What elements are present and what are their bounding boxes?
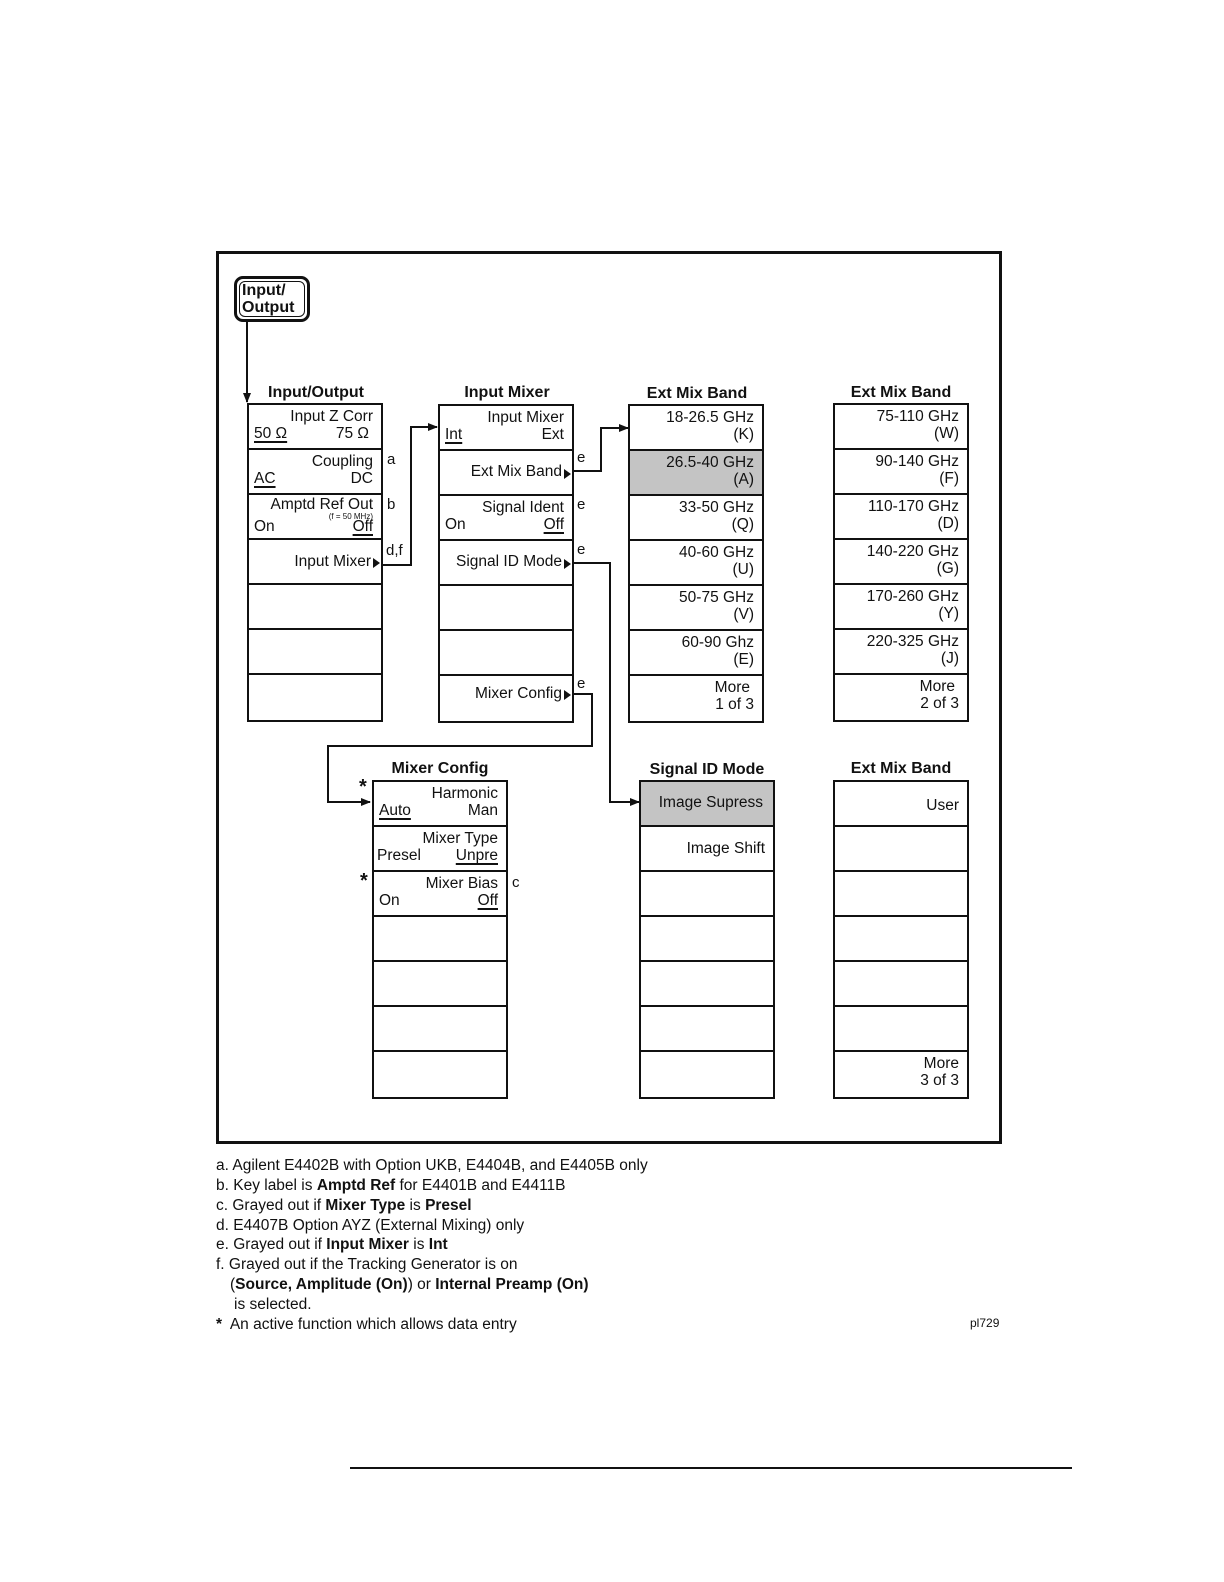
key-band-w[interactable]: [835, 405, 967, 450]
menu-ext-mix-band-2: [833, 403, 969, 722]
key-label: 110-170 GHz: [867, 498, 959, 515]
option-ac: AC: [254, 470, 276, 487]
key-label: Amptd Ref Out: [270, 496, 373, 513]
key-sublabel: (G): [936, 560, 959, 577]
option-off: Off: [543, 516, 564, 533]
option-unpre: Unpre: [455, 847, 498, 864]
key-label: Mixer Config: [475, 685, 562, 702]
key-label: 26.5-40 GHz: [666, 454, 754, 471]
key-sublabel: (W): [934, 425, 959, 442]
note-marker-e: e: [577, 449, 586, 466]
key-label: 170-260 GHz: [866, 588, 959, 605]
key-sublabel: (A): [733, 471, 754, 488]
key-band-e[interactable]: [630, 631, 762, 676]
hardkey-line1: Input/: [242, 282, 286, 299]
active-function-star: *: [359, 776, 367, 798]
key-band-a-selected[interactable]: [630, 451, 762, 496]
menu-title-ext-mix-band-3: Ext Mix Band: [850, 760, 952, 777]
key-blank[interactable]: [835, 872, 967, 917]
key-sublabel: (J): [940, 650, 959, 667]
key-blank[interactable]: [374, 962, 506, 1007]
option-on: On: [379, 892, 400, 909]
option-int: Int: [445, 426, 463, 443]
key-band-k[interactable]: [630, 406, 762, 451]
page-bottom-rule: [350, 1467, 1072, 1469]
key-sublabel: (V): [733, 606, 754, 623]
option-auto: Auto: [379, 802, 411, 819]
footnote-e: e. Grayed out if Input Mixer is Int: [216, 1236, 448, 1253]
key-ext-mix-band[interactable]: [440, 451, 572, 496]
note-marker-b: b: [387, 496, 396, 513]
menu-ext-mix-band-3: [833, 780, 969, 1099]
key-blank[interactable]: [641, 1007, 773, 1052]
submenu-arrow-icon: [564, 469, 571, 479]
key-blank[interactable]: [835, 917, 967, 962]
key-sublabel: (F): [939, 470, 959, 487]
active-function-star: *: [360, 870, 368, 892]
key-input-mixer[interactable]: [249, 540, 381, 585]
key-band-y[interactable]: [835, 585, 967, 630]
key-label: More: [714, 679, 750, 696]
menu-ext-mix-band-1: [628, 404, 764, 723]
note-marker-e: e: [577, 675, 586, 692]
menu-title-signal-id-mode: Signal ID Mode: [649, 761, 765, 778]
menu-title-mixer-config: Mixer Config: [391, 760, 489, 777]
key-image-shift[interactable]: [641, 827, 773, 872]
key-sublabel: 3 of 3: [920, 1072, 959, 1089]
note-marker-e: e: [577, 541, 586, 558]
key-blank[interactable]: [835, 1007, 967, 1052]
option-dc: DC: [350, 470, 373, 487]
key-sublabel: 1 of 3: [715, 696, 754, 713]
key-label: Input Mixer: [294, 553, 371, 570]
key-sublabel: (E): [733, 651, 754, 668]
key-blank[interactable]: [641, 962, 773, 1007]
key-more-1-of-3[interactable]: [630, 676, 762, 721]
key-band-f[interactable]: [835, 450, 967, 495]
option-75-ohm: 75 Ω: [335, 425, 369, 442]
footnote-c: c. Grayed out if Mixer Type is Presel: [216, 1197, 472, 1214]
key-blank[interactable]: [249, 675, 381, 720]
key-mixer-type[interactable]: [374, 827, 506, 872]
hardkey-line2: Output: [242, 299, 295, 316]
menu-title-input-mixer: Input Mixer: [464, 384, 550, 401]
footnote-d: d. E4407B Option AYZ (External Mixing) only: [216, 1217, 525, 1234]
key-label: Signal ID Mode: [456, 553, 562, 570]
key-label: 90-140 GHz: [875, 453, 959, 470]
key-blank[interactable]: [440, 631, 572, 676]
key-blank[interactable]: [835, 827, 967, 872]
key-label: Signal Ident: [482, 499, 564, 516]
input-output-hardkey[interactable]: [234, 276, 310, 322]
option-50-ohm: 50 Ω: [254, 425, 288, 442]
key-band-v[interactable]: [630, 586, 762, 631]
key-blank[interactable]: [641, 1052, 773, 1097]
key-band-g[interactable]: [835, 540, 967, 585]
key-signal-ident[interactable]: [440, 496, 572, 541]
key-user[interactable]: [835, 782, 967, 827]
key-label: Mixer Type: [422, 830, 498, 847]
key-label: Input Z Corr: [290, 408, 373, 425]
key-sublabel: 2 of 3: [920, 695, 959, 712]
key-harmonic[interactable]: [374, 782, 506, 827]
key-label: More: [923, 1055, 959, 1072]
key-blank[interactable]: [374, 1052, 506, 1097]
key-sublabel: (K): [733, 426, 754, 443]
footnote-f: f. Grayed out if the Tracking Generator is on: [216, 1256, 518, 1273]
submenu-arrow-icon: [564, 690, 571, 700]
footnote-a: a. Agilent E4402B with Option UKB, E4404B, and E4405B only: [216, 1157, 648, 1174]
menu-title-ext-mix-band-1: Ext Mix Band: [646, 385, 748, 402]
submenu-arrow-icon: [373, 558, 380, 568]
figure-id: pl729: [970, 1316, 1000, 1330]
key-mixer-bias[interactable]: [374, 872, 506, 917]
option-off: Off: [477, 892, 498, 909]
option-on: On: [445, 516, 466, 533]
key-sublabel: (Y): [938, 605, 959, 622]
key-label: User: [926, 797, 959, 814]
note-marker-e: e: [577, 496, 586, 513]
key-band-q[interactable]: [630, 496, 762, 541]
option-off: Off: [352, 518, 373, 535]
key-more-3-of-3[interactable]: [835, 1052, 967, 1097]
menu-signal-id-mode: [639, 780, 775, 1099]
submenu-arrow-icon: [564, 559, 571, 569]
key-label: Image Supress: [658, 794, 763, 811]
footnote-b: b. Key label is Amptd Ref for E4401B and E4411B: [216, 1177, 566, 1194]
option-man: Man: [467, 802, 498, 819]
key-sublabel: (Q): [731, 516, 754, 533]
key-input-z-corr[interactable]: [249, 405, 381, 450]
key-sublabel: (D): [937, 515, 959, 532]
menu-mixer-config: [372, 780, 508, 1099]
key-label: Harmonic: [431, 785, 498, 802]
key-band-d[interactable]: [835, 495, 967, 540]
key-blank[interactable]: [641, 872, 773, 917]
key-sublabel: (f = 50 MHz): [328, 512, 373, 521]
key-blank[interactable]: [440, 586, 572, 631]
option-presel: Presel: [377, 847, 421, 864]
key-label: 33-50 GHz: [679, 499, 754, 516]
key-blank[interactable]: [374, 1007, 506, 1052]
key-signal-id-mode[interactable]: [440, 541, 572, 586]
key-label: 40-60 GHz: [679, 544, 754, 561]
option-on: On: [254, 518, 275, 535]
key-label: Coupling: [311, 453, 373, 470]
key-label: 60-90 Ghz: [681, 634, 754, 651]
key-label: 140-220 GHz: [866, 543, 959, 560]
footnote-f-line3: is selected.: [234, 1296, 312, 1313]
menu-title-input-output: Input/Output: [268, 384, 364, 401]
option-ext: Ext: [541, 426, 564, 443]
key-label: Input Mixer: [487, 409, 564, 426]
key-label: 50-75 GHz: [679, 589, 754, 606]
key-sublabel: (U): [732, 561, 754, 578]
key-blank[interactable]: [374, 917, 506, 962]
menu-title-ext-mix-band-2: Ext Mix Band: [850, 384, 952, 401]
key-label: 220-325 GHz: [866, 633, 959, 650]
footnote-star: * An active function which allows data entry: [216, 1316, 517, 1333]
key-label: Mixer Bias: [425, 875, 498, 892]
menu-input-output: [247, 403, 383, 722]
key-label: More: [919, 678, 955, 695]
key-more-2-of-3[interactable]: [835, 675, 967, 720]
key-input-mixer-int-ext[interactable]: [440, 406, 572, 451]
note-marker-c: c: [512, 874, 520, 891]
key-blank[interactable]: [249, 585, 381, 630]
note-marker-a: a: [387, 451, 396, 468]
key-label: Image Shift: [686, 840, 765, 857]
key-image-supress-selected[interactable]: [641, 782, 773, 827]
key-blank[interactable]: [641, 917, 773, 962]
key-band-u[interactable]: [630, 541, 762, 586]
key-mixer-config[interactable]: [440, 676, 572, 721]
footnote-f-line2: (Source, Amplitude (On)) or Internal Preamp (On): [230, 1276, 589, 1293]
key-blank[interactable]: [835, 962, 967, 1007]
key-label: 75-110 GHz: [876, 408, 959, 425]
key-label: Ext Mix Band: [470, 463, 562, 480]
key-label: 18-26.5 GHz: [666, 409, 754, 426]
key-coupling[interactable]: [249, 450, 381, 495]
key-blank[interactable]: [249, 630, 381, 675]
key-amptd-ref-out[interactable]: [249, 495, 381, 540]
menu-input-mixer: [438, 404, 574, 723]
note-marker-df: d,f: [386, 542, 403, 559]
key-band-j[interactable]: [835, 630, 967, 675]
